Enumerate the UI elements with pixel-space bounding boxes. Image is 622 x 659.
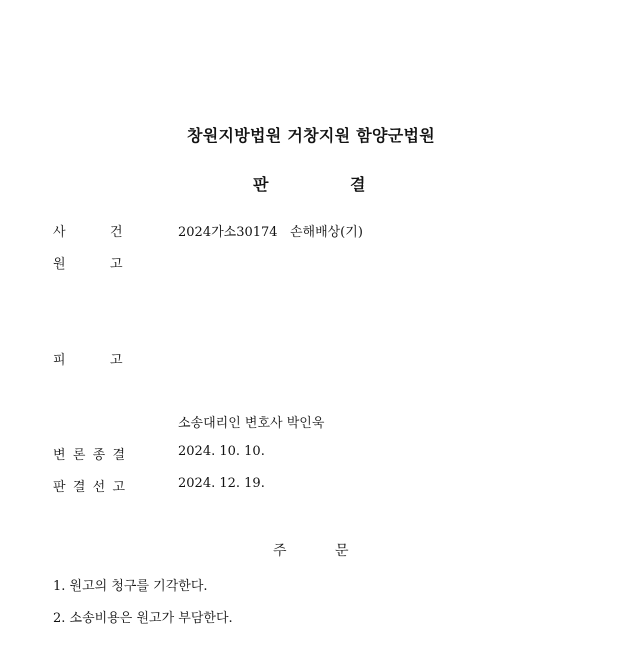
case-number: 2024가소30174 손해배상(기) — [178, 225, 363, 240]
defendant-representative: 소송대리인 변호사 박인욱 — [178, 416, 325, 431]
judgment-date-label — [53, 476, 125, 495]
representative-row — [0, 412, 622, 432]
judgment-date-label-char: 고 — [112, 480, 125, 495]
case-row — [0, 221, 622, 241]
hearing-end-row — [0, 444, 622, 464]
judgment-date-label-char: 결 — [72, 480, 86, 495]
plaintiff-label-char-2: 고 — [110, 257, 123, 272]
hearing-end-label — [53, 444, 125, 463]
plaintiff-row — [0, 253, 622, 273]
hearing-end-label-char: 종 — [92, 448, 106, 463]
defendant-row — [0, 349, 622, 369]
document-title — [0, 172, 622, 194]
case-label-char-2: 건 — [110, 225, 123, 240]
judgment-date-label-char: 판 — [53, 480, 66, 495]
plaintiff-label-char-1: 원 — [53, 257, 66, 272]
order-section-title — [0, 540, 622, 562]
judgment-date-row — [0, 476, 622, 496]
order-title-char-2: 문 — [335, 543, 349, 559]
judgment-date-label-char: 선 — [92, 480, 106, 495]
order-item-1: 1. 원고의 청구를 기각한다. — [53, 579, 208, 594]
defendant-label-char-2: 고 — [110, 353, 123, 368]
case-label-char-1: 사 — [53, 225, 66, 240]
title-char-2: 결 — [350, 175, 366, 194]
hearing-end-label-char: 론 — [72, 448, 86, 463]
judgment-date: 2024. 12. 19. — [178, 476, 265, 491]
hearing-end-date: 2024. 10. 10. — [178, 444, 265, 459]
hearing-end-label-char: 결 — [112, 448, 125, 463]
hearing-end-label-char: 변 — [53, 448, 66, 463]
defendant-label-char-1: 피 — [53, 353, 66, 368]
order-item-2: 2. 소송비용은 원고가 부담한다. — [53, 611, 233, 626]
court-name: 창원지방법원 거창지원 함양군법원 — [186, 126, 436, 145]
order-title-char-1: 주 — [273, 543, 287, 559]
title-char-1: 판 — [253, 175, 269, 194]
